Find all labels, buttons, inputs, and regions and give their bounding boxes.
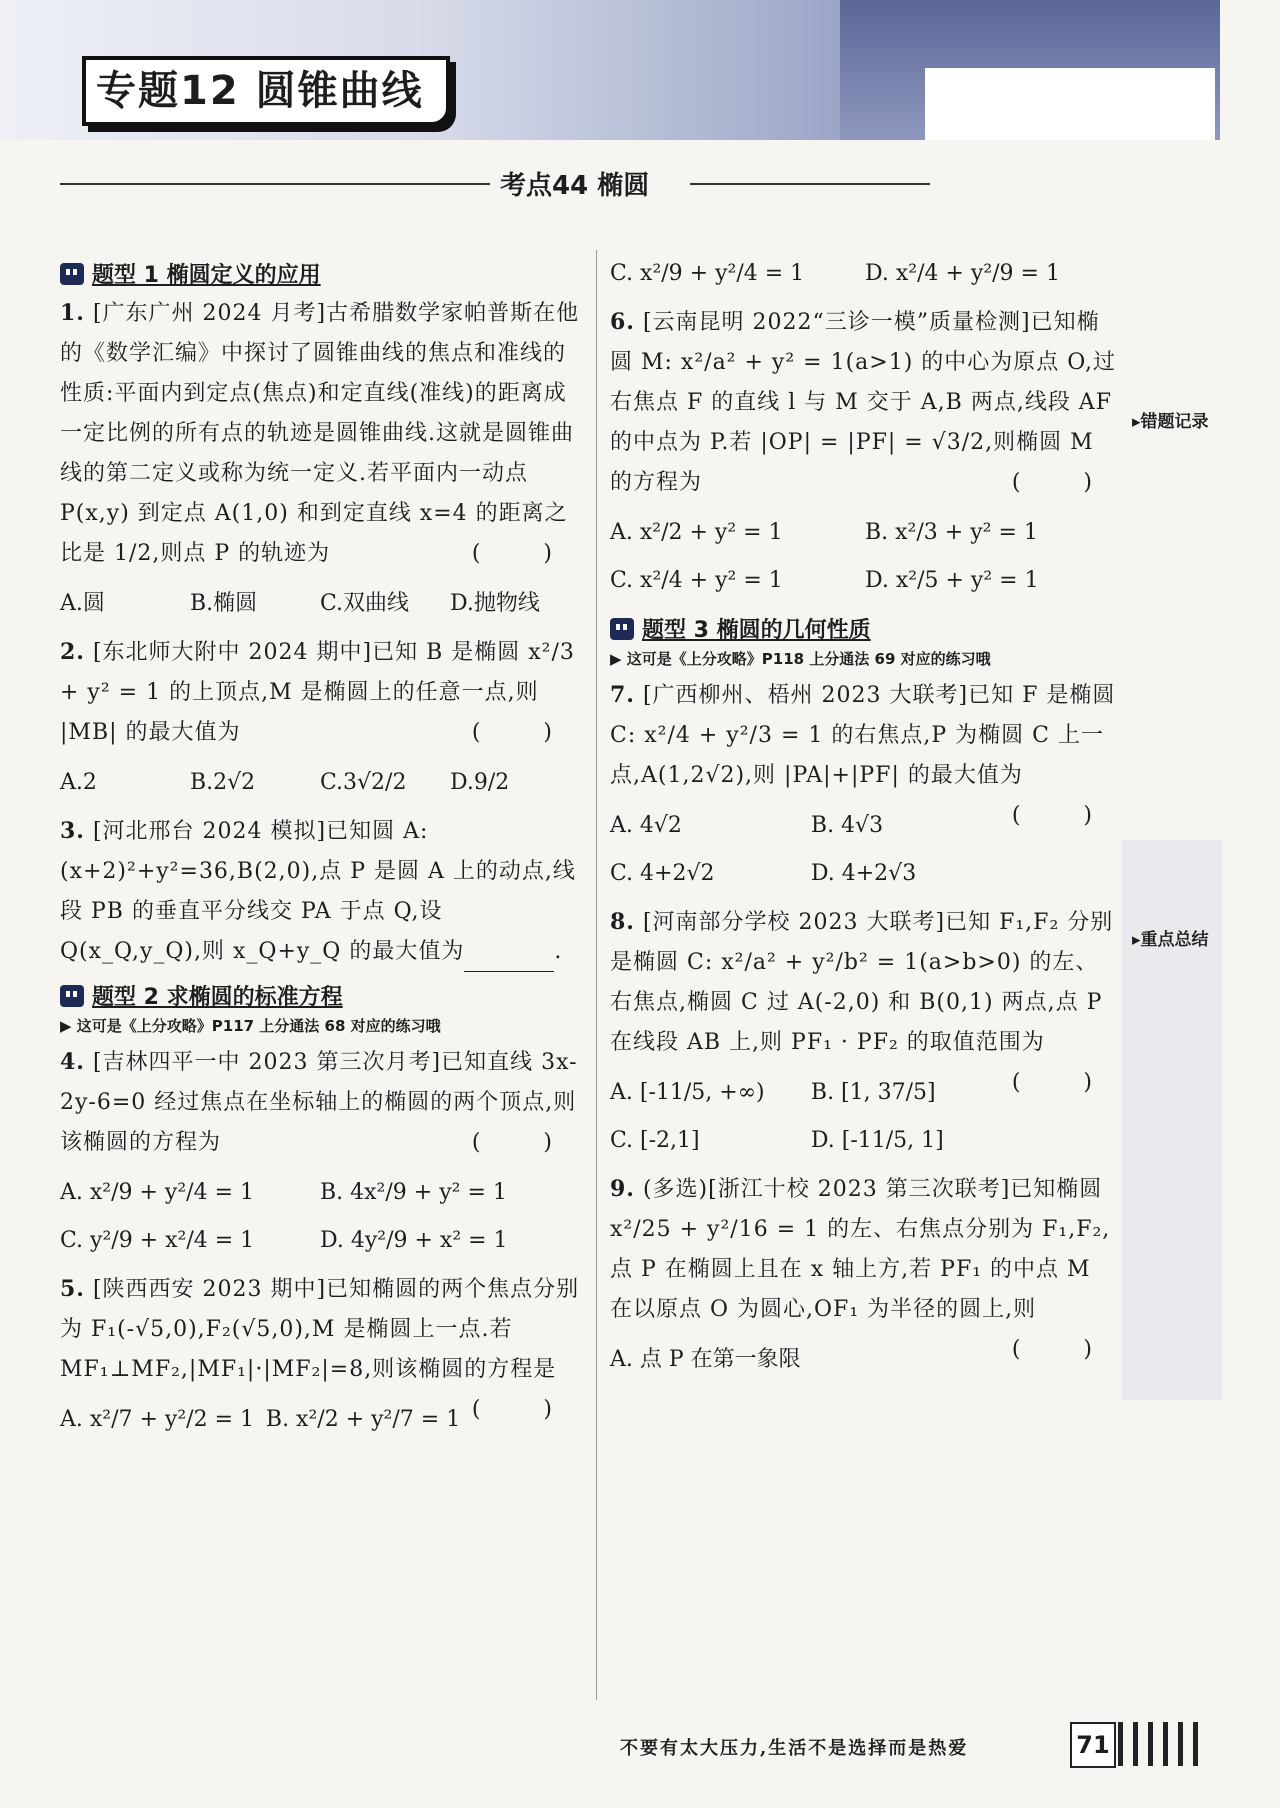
question-3-number: 3. [60,818,85,844]
option-a: A. x²/2 + y² = 1 [610,520,783,545]
question-8-number: 8. [610,909,635,935]
option-a: A.2 [60,770,97,795]
question-2-options [60,759,580,807]
option-a: A. [-11/5, +∞) [610,1080,765,1105]
question-4-number: 4. [60,1049,85,1075]
type-heading-1-text: 题型 1 椭圆定义的应用 [92,263,321,288]
question-2-text: [东北师大附中 2024 期中]已知 B 是椭圆 x²/3 + y² = 1 的上顶点,M 是椭圆上的任意一点,则 |MB| 的最大值为 [60,640,575,745]
question-5-options [60,1396,472,1444]
question-2-number: 2. [60,639,85,665]
type-heading-3 [610,613,1120,644]
question-9-text: (多选)[浙江十校 2023 第三次联考]已知椭圆 x²/25 + y²/16 = 1 的左、右焦点分别为 F₁,F₂,点 P 在椭圆上且在 x 轴上方,若 PF₁ 的中点 M 在以原点 O 为圆心,OF₁ 为半径的圆上,则 [610,1177,1111,1322]
option-c: C. x²/9 + y²/4 = 1 [610,261,805,286]
question-9-options [610,1336,1012,1384]
question-6-number: 6. [610,309,635,335]
option-b: B.2√2 [190,770,256,795]
option-d: D. [-11/5, 1] [810,1128,944,1153]
type-badge-icon [610,618,634,640]
option-b: B. 4x²/9 + y² = 1 [320,1180,507,1205]
option-d: D. x²/5 + y² = 1 [865,568,1039,593]
type-heading-3-text: 题型 3 椭圆的几何性质 [642,618,871,643]
question-3-tail: . [554,939,563,964]
question-6-answer-paren: ( ) [1011,470,1120,495]
option-a: A. x²/7 + y²/2 = 1 [60,1407,255,1432]
option-d: D.9/2 [450,770,510,795]
hint-3: ▶ 这可是《上分攻略》P118 上分通法 69 对应的练习哦 [610,650,991,668]
option-c: C. x²/4 + y² = 1 [610,568,783,593]
left-column [60,250,580,1448]
kaodian-title: 考点44 椭圆 [500,171,650,201]
question-7-options [610,802,1012,898]
question-5-number: 5. [60,1276,85,1302]
side-margin-strip [1122,840,1222,1400]
right-column [610,250,1120,1388]
option-c: C.双曲线 [320,591,410,616]
side-label-mistakes: ▸错题记录 [1132,412,1209,432]
question-4-text: [吉林四平一中 2023 第三次月考]已知直线 3x-2y-6=0 经过焦点在坐标轴上的椭圆的两个顶点,则该椭圆的方程为 [60,1050,578,1155]
question-7-number: 7. [610,682,635,708]
footer-slogan: 不要有太大压力,生活不是选择而是热爱 [620,1738,969,1759]
type-badge-icon [60,263,84,285]
kaodian-heading [60,165,930,203]
type-heading-2-text: 题型 2 求椭圆的标准方程 [92,985,343,1010]
question-1 [60,293,580,574]
question-7-answer-paren: ( ) [1011,803,1120,828]
side-label-summary: ▸重点总结 [1132,930,1209,950]
question-1-options [60,580,580,628]
question-8-answer-paren: ( ) [1011,1070,1120,1095]
answer-blank [464,949,554,972]
page-tab-bars [1118,1722,1198,1766]
option-c: C.3√2/2 [320,770,407,795]
hint-2: ▶ 这可是《上分攻略》P117 上分通法 68 对应的练习哦 [60,1017,441,1035]
question-4 [60,1042,580,1163]
option-b: B. 4√3 [810,813,884,838]
page-number: 71 [1070,1722,1116,1768]
question-1-text: [广东广州 2024 月考]古希腊数学家帕普斯在他的《数学汇编》中探讨了圆锥曲线的焦点和准线的性质:平面内到定点(焦点)和定直线(准线)的距离成一定比例的所有点的轨迹是圆锥曲线.这就是圆锥曲线的第二定义或称为统一定义.若平面内一动点 P(x,y) 到定点 A(1,0) 和到定直线 x=4 的距离之比是 1/2,则点 P 的轨迹为 [60,301,580,566]
question-5-answer-paren: ( ) [471,1397,580,1422]
option-a: A. 4√2 [610,813,682,838]
question-9-number: 9. [610,1176,635,1202]
question-6-options [610,509,1120,605]
option-c: C. 4+2√2 [610,861,715,886]
question-4-options [60,1169,580,1265]
type-heading-1 [60,258,580,289]
option-b: B.椭圆 [190,591,258,616]
question-7-text: [广西柳州、梧州 2023 大联考]已知 F 是椭圆 C: x²/4 + y²/3 = 1 的右焦点,P 为椭圆 C 上一点,A(1,2√2),则 |PA|+|PF| 的最大值为 [610,683,1116,788]
kaodian-line-left [60,183,490,185]
question-8-options [610,1069,1012,1165]
question-3 [60,811,580,972]
type-badge-icon [60,985,84,1007]
question-3-text: [河北邢台 2024 模拟]已知圆 A:(x+2)²+y²=36,B(2,0),点 P 是圆 A 上的动点,线段 PB 的垂直平分线交 PA 于点 Q,设 Q(x_Q,y_Q),则 x_Q+y_Q 的最大值为 [60,819,576,964]
option-d: D. 4y²/9 + x² = 1 [320,1228,508,1253]
option-a: A. x²/9 + y²/4 = 1 [60,1180,255,1205]
option-b: B. x²/3 + y² = 1 [865,520,1038,545]
chapter-title: 专题12 圆锥曲线 [82,56,450,126]
question-9-answer-paren: ( ) [1011,1337,1120,1362]
option-d: D. 4+2√3 [810,861,917,886]
column-divider [596,250,597,1700]
type-heading-2 [60,980,580,1011]
banner-white-box [925,68,1215,140]
option-c: C. [-2,1] [610,1128,700,1153]
question-1-number: 1. [60,300,85,326]
option-b: B. [1, 37/5] [810,1080,936,1105]
question-6-text: [云南昆明 2022“三诊一模”质量检测]已知椭圆 M: x²/a² + y² = 1(a>1) 的中心为原点 O,过右焦点 F 的直线 l 与 M 交于 A,B 两点,线段 AF 的中点为 P.若 |OP| = |PF| = √3/2,则椭圆 M 的方程为 [610,310,1117,495]
question-1-answer-paren: ( ) [471,541,580,566]
option-d: D. x²/4 + y²/9 = 1 [865,261,1060,286]
question-4-answer-paren: ( ) [471,1130,580,1155]
option-b: B. x²/2 + y²/7 = 1 [265,1407,461,1432]
question-6 [610,302,1120,503]
kaodian-line-right [690,183,930,185]
option-a: A. 点 P 在第一象限 [610,1347,801,1372]
question-5-options-cont [610,250,1120,298]
question-2 [60,632,580,753]
question-5-text: [陕西西安 2023 期中]已知椭圆的两个焦点分别为 F₁(-√5,0),F₂(√5,0),M 是椭圆上一点.若 MF₁⊥MF₂,|MF₁|·|MF₂|=8,则该椭圆的方程是 [60,1277,580,1382]
question-2-answer-paren: ( ) [471,720,580,745]
question-8-text: [河南部分学校 2023 大联考]已知 F₁,F₂ 分别是椭圆 C: x²/a² + y²/b² = 1(a>b>0) 的左、右焦点,椭圆 C 过 A(-2,0) 和 B(0,1) 两点,点 P 在线段 AB 上,则 PF₁ · PF₂ 的取值范围为 [610,910,1114,1055]
option-d: D.抛物线 [450,591,540,616]
option-c: C. y²/9 + x²/4 = 1 [60,1228,255,1253]
option-a: A.圆 [60,591,105,616]
